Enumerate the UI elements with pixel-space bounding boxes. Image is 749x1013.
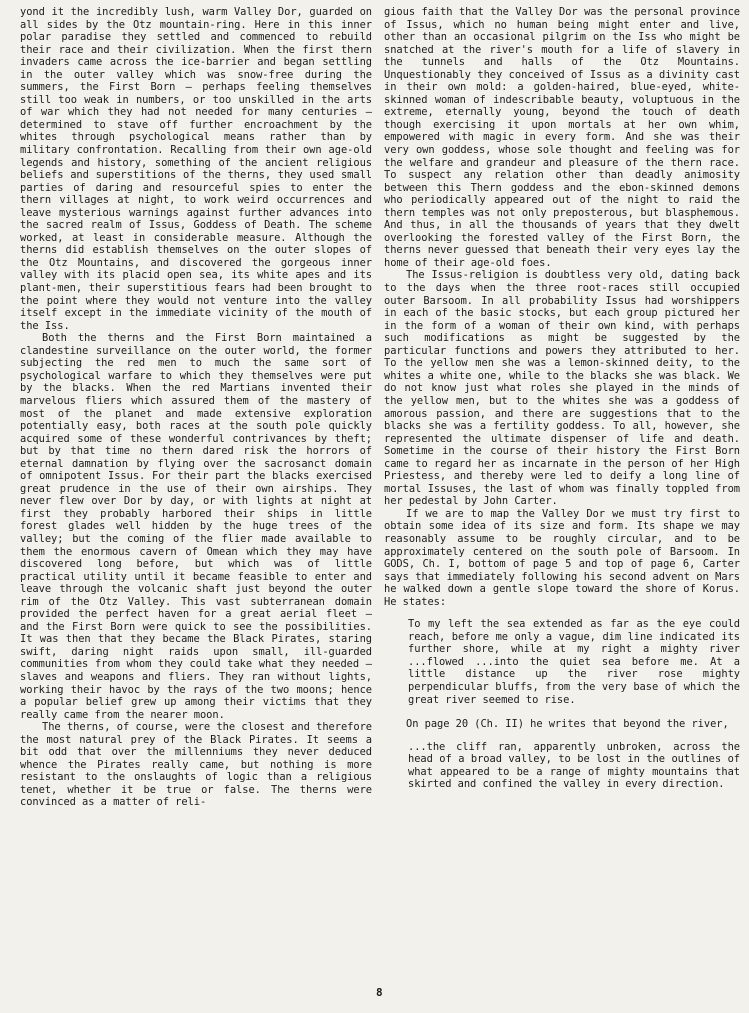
left-paragraph-2: Both the therns and the First Born maintained a clandestine surveillance on the outer world, the former subjecting the red men to much the same sort of psychological warfare to which they themselves were put by the blacks. When the red Martians invented their marvelous fliers which assured them of the mastery of most of the planet and made extensive exploration potentially easy, both races at the south pole quickly acquired some of these wonderful contrivances by theft; but by that time no thern dared risk the horrors of eternal damnation by flying over the sacrosanct domain of omnipotent Issus. For their part the blacks exercised great prudence in the use of their own airships. They never flew over Dor by day, or with lights at night at first they probably harbored their ships in little forest glades well hidden by the huge trees of the valley; but the coming of the flier made available to them the enormous cavern of Omean which they may have discovered long before, but which was of little practical utility until it became feasible to enter and leave through the volcanic shaft just beyond the outer rim of the Otz Valley. This vast subterranean domain provided the perfect haven for a great aerial fleet — and the First Born were quick to see the possibilities. It was then that they became the Black Pirates, staring swift, daring night raids upon small, ill-guarded communities from whom they could take what they needed — slaves and weapons and fliers. They ran without lights, working their havoc by the rays of the two moons; hence a popular belief grew up among their victims that they really came from the nearer moon. xyxy=(20,332,372,721)
right-paragraph-1: gious faith that the Valley Dor was the personal province of Issus, which no human being might enter and live, other than an occasional pilgrim on the Iss who might be snatched at the river's mouth for a life of slavery in the tunnels and halls of the Otz Mountains. Unquestionably they conceived of Issus as a divinity cast in their own mold: a golden-haired, blue-eyed, white-skinned woman of indescribable beauty, voluptuous in the extreme, eternally young, beyond the touch of death though exercising it upon mortals at her own whim, empowered with magic in every form. And she was their very own goddess, whose sole thought and feeling was for the welfare and grandeur and pleasure of the thern race. To suspect any relation other than deadly animosity between this Thern goddess and the ebon-skinned demons who periodically appeared out of the night to raid the thern temples was not only preposterous, but blasphemous. And thus, in all the thousands of years that they dwelt overlooking the forested valley of the First Born, the therns never guessed that beneath their very eyes lay the home of their age-old foes. xyxy=(384,6,740,269)
right-paragraph-3: If we are to map the Valley Dor we must try first to obtain some idea of its size and form. Its shape we may reasonably assume to be roughly circular, and to be approximately centered on the south pole of Barsoom. In GODS, Ch. I, bottom of page 5 and top of page 6, Carter says that immediately following his second advent on Mars he walked down a gentle slope toward the shore of Korus. He states: xyxy=(384,507,740,608)
left-paragraph-3: The therns, of course, were the closest and therefore the most natural prey of the Black Pirates. It seems a bit odd that over the millenniums they never deduced whence the Pirates really came, but nothing is more resistant to the onslaughts of logic than a religious tenet, whether it be true or false. The therns were convinced as a matter of reli- xyxy=(20,721,372,809)
left-column xyxy=(20,6,372,809)
right-column xyxy=(384,6,740,803)
block-quote-2: ...the cliff ran, apparently unbroken, across the head of a broad valley, to be lost in the outlines of what appeared to be a range of mighty mountains that skirted and confined the valley in every direction. xyxy=(408,740,740,791)
block-quote-1: To my left the sea extended as far as the eye could reach, before me only a vague, dim line indicated its further shore, while at my right a mighty river ...flowed ...into the quiet sea before me. At a little distance up the river rose mighty perpendicular bluffs, from the very base of which the great river seemed to rise. xyxy=(408,618,740,706)
right-paragraph-2: The Issus-religion is doubtless very old, dating back to the days when the three root-races still occupied outer Barsoom. In all probability Issus had worshippers in each of the basic stocks, but each group pictured her in the form of a woman of their own kind, with perhaps such modifications as might be suggested by the particular functions and powers they attributed to her. To the yellow men she was a lemon-skinned deity, to the whites a white one, while to the blacks she was black. We do not know just what roles she played in the minds of the yellow men, but to the whites she was a goddess of amorous passion, and there are suggestions that to the blacks she was a fertility goddess. To all, however, she represented the ultimate dispenser of life and death. Sometime in the course of their history the First Born came to regard her as incarnate in the person of her High Priestess, and thereby were led to deify a long line of mortal Issuses, the last of whom was finally toppled from her pedestal by John Carter. xyxy=(384,269,740,508)
page-number: 8 xyxy=(376,986,383,999)
between-quotes-paragraph: On page 20 (Ch. II) he writes that beyond the river, xyxy=(406,718,729,731)
left-paragraph-1: yond it the incredibly lush, warm Valley Dor, guarded on all sides by the Otz mountain-ring. Here in this inner polar paradise they settled and commenced to rebuild their race and their civilization. When the first thern invaders came across the ice-barrier and began settling in the outer valley which was snow-free during the summers, the First Born — perhaps feeling themselves still too weak in numbers, or too unskilled in the arts of war which they had not needed for many centuries — determined to stave off further encroachment by the whites through psychological means rather than by military confrontation. Recalling from their own age-old legends and history, something of the ancient religious beliefs and superstitions of the therns, they used small parties of daring and resourceful spies to enter the thern villages at night, to work weird occurrences and leave mysterious warnings against further advances into the sacred realm of Issus, Goddess of Death. The scheme worked, at least in considerable measure. Although the therns did establish themselves on the outer slopes of the Otz Mountains, and discovered the gorgeous inner valley with its placid open sea, its white apes and its plant-men, their superstitious fears had been brought to the point where they would not venture into the valley itself except in the immediate vicinity of the mouth of the Iss. xyxy=(20,6,372,332)
